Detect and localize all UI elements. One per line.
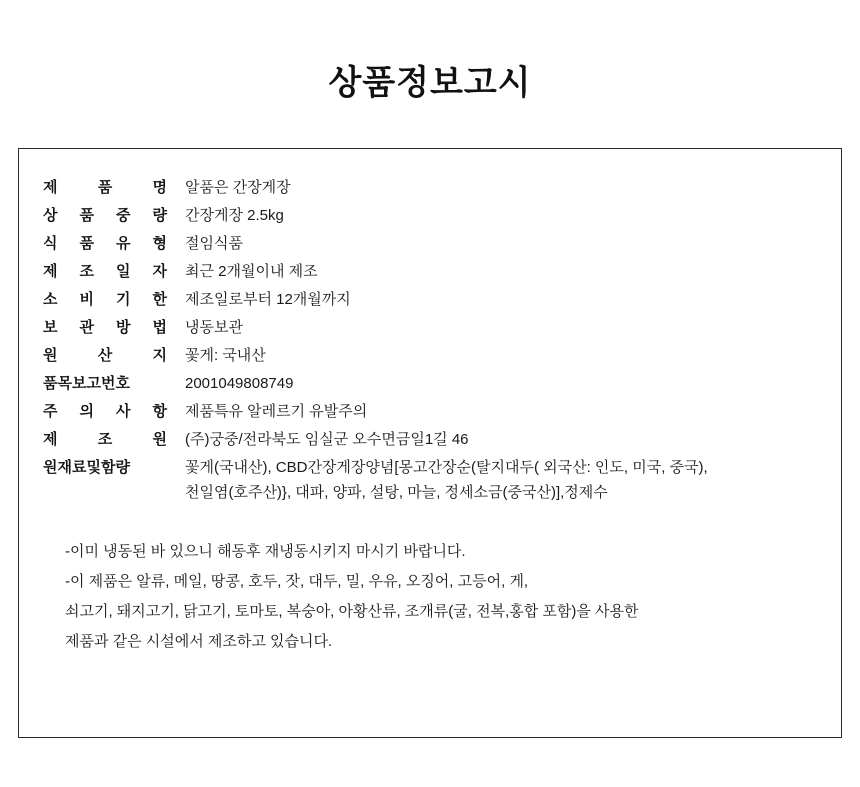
row-value-manufacture-date: 최근 2개월이내 제조: [185, 263, 318, 280]
row-value-weight: 간장게장 2.5kg: [185, 207, 284, 224]
row-value-report-number: 2001049808749: [185, 375, 294, 392]
table-row: [19, 401, 841, 422]
table-row: [19, 233, 841, 254]
row-label-product-name: 제 품 명: [43, 179, 167, 196]
row-label-report-number: 품목보고번호: [43, 375, 130, 392]
row-label-ingredients: 원재료및함량: [43, 459, 130, 476]
row-value-expiry: 제조일로부터 12개월까지: [185, 291, 351, 308]
row-value-ingredients-line1: 꽃게(국내산), CBD간장게장양념[몽고간장순(탈지대두( 외국산: 인도, 미국, 중국),: [185, 459, 708, 476]
row-label-weight: 상 품 중 량: [43, 207, 167, 224]
row-label-caution: 주 의 사 항: [43, 403, 167, 420]
row-label-storage: 보 관 방 법: [43, 319, 167, 336]
product-info-table: [19, 149, 841, 503]
page-title: 상품정보고시: [328, 64, 532, 102]
row-value-origin: 꽃게: 국내산: [185, 347, 266, 364]
table-row: [19, 457, 841, 503]
row-value-storage: 냉동보관: [185, 319, 243, 336]
row-label-origin: 원 산 지: [43, 347, 167, 364]
row-value-manufacturer: (주)궁중/전라북도 임실군 오수면금일1길 46: [185, 431, 469, 448]
table-row: [19, 261, 841, 282]
table-row: [19, 317, 841, 338]
row-label-expiry: 소 비 기 한: [43, 291, 167, 308]
row-value-product-name: 알품은 간장게장: [185, 179, 291, 196]
row-label-manufacturer: 제 조 원: [43, 431, 167, 448]
allergen-notes: [19, 537, 841, 657]
table-row: [19, 177, 841, 198]
table-row: [19, 373, 841, 394]
row-value-ingredients: [171, 457, 841, 503]
product-info-box: [18, 148, 842, 738]
row-value-caution: 제품특유 알레르기 유발주의: [185, 403, 368, 420]
row-label-manufacture-date: 제 조 일 자: [43, 263, 167, 280]
row-value-ingredients-line2: 천일염(호주산)}, 대파, 양파, 설탕, 마늘, 정세소금(중국산)],정제수: [185, 484, 608, 501]
table-row: [19, 429, 841, 450]
row-label-food-type: 식 품 유 형: [43, 235, 167, 252]
note-line: -이 제품은 알류, 메일, 땅콩, 호두, 잣, 대두, 밀, 우유, 오징어, 고등어, 게,: [65, 573, 529, 590]
note-line: -이미 냉동된 바 있으니 해동후 재냉동시키지 마시기 바랍니다.: [65, 543, 466, 560]
table-row: [19, 205, 841, 226]
note-line: 쇠고기, 돼지고기, 닭고기, 토마토, 복숭아, 아황산류, 조개류(굴, 전복,홍합 포함)을 사용한: [65, 603, 639, 620]
note-line: 제품과 같은 시설에서 제조하고 있습니다.: [65, 633, 333, 650]
table-row: [19, 345, 841, 366]
row-value-food-type: 절임식품: [185, 235, 243, 252]
table-row: [19, 289, 841, 310]
